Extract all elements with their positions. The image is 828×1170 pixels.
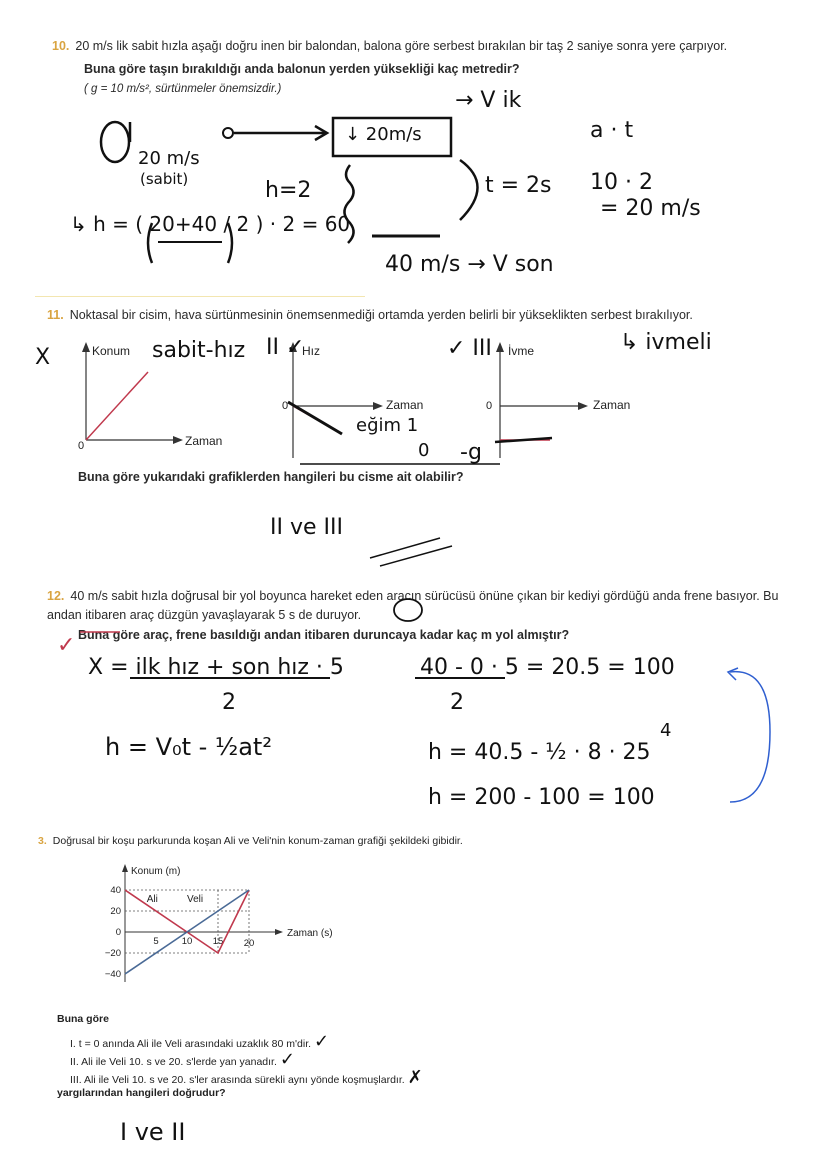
graph1-x-label: Zaman — [185, 434, 223, 448]
q11-hw-egim: eğim 1 — [356, 415, 419, 436]
graph1-y-label: Konum — [92, 344, 131, 358]
q3-y-tick: 0 — [115, 927, 121, 938]
q3-y-tick: −20 — [104, 948, 121, 959]
q10-hw-t2s: t = 2s — [485, 173, 552, 198]
q3-item-2: II. Ali ile Veli 10. s ve 20. s'lerde yan yanadır. ✓ — [70, 1049, 295, 1070]
q3-chart — [95, 855, 335, 1005]
q3-x-tick: 5 — [153, 936, 159, 947]
q10-number: 10. — [52, 39, 70, 53]
graph2-x-label: Zaman — [386, 398, 424, 412]
q10-text: 10. 20 m/s lik sabit hızla aşağı doğru inen bir balondan, balona göre serbest bırakılan bir taş 2 saniye sonra yere çarpıyor. — [52, 39, 728, 53]
q11-question: Buna göre yukarıdaki grafiklerden hangileri bu cisme ait olabilir? — [78, 470, 464, 484]
q3-y-tick: 40 — [110, 885, 121, 896]
q11-hw-minus-g: -g — [460, 440, 482, 465]
q12-question: Buna göre araç, frene basıldığı andan itibaren duruncaya kadar kaç m yol almıştır? — [78, 628, 570, 642]
q12-hw-check: ✓ — [57, 633, 76, 658]
q12-text: 12. 40 m/s sabit hızla doğrusal bir yol boyunca hareket eden aracın sürücüsü önüne çıkan bir kediyi gördüğü anda frene basıyor. Bu andan itibaren araç düzgün yavaşlayarak 5 s de duruyor. — [47, 589, 779, 622]
q12-hw-line2b: h = 40.5 - ½ · 8 · 25 — [428, 740, 651, 765]
q3-item-1: I. t = 0 anında Ali ile Veli arasındaki uzaklık 80 m'dir. ✓ — [70, 1031, 330, 1052]
graph3-y-label: İvme — [508, 344, 535, 358]
q10-hw-at: a · t — [590, 118, 634, 143]
q3-hw-answer: I ve II — [120, 1118, 186, 1146]
q3-x-tick: 10 — [181, 936, 193, 947]
q3-x-label: Zaman (s) — [287, 928, 333, 939]
q3-x-tick: 15 — [212, 936, 224, 947]
q12-hw-line2a: h = V₀t - ½at² — [105, 733, 272, 761]
q12-hw-line2c: 4 — [660, 720, 672, 741]
q10-hw-balloon-note: (sabit) — [140, 170, 189, 188]
q10-hw-speed-box: ↓ 20m/s — [345, 124, 422, 145]
q10-hw-calc1: 10 · 2 — [590, 170, 653, 195]
graph3-x-label: Zaman — [593, 398, 631, 412]
q10-hw-h2: h=2 — [265, 178, 312, 203]
q11-number: 11. — [47, 308, 64, 322]
q10-hw-balloon-speed: 20 m/s — [138, 148, 200, 169]
graph2-origin: 0 — [282, 400, 289, 412]
q10-question: Buna göre taşın bırakıldığı anda balonun yerden yüksekliği kaç metredir? — [84, 62, 520, 76]
q11-hw-zero: 0 — [418, 440, 430, 461]
q11-hw-strokes — [360, 530, 460, 570]
separator — [35, 296, 365, 297]
graph3-origin: 0 — [486, 400, 493, 412]
q12-hw-line1b: 2 — [222, 690, 236, 715]
q10-hw-formula: ↳ h = ( 20+40 / 2 ) · 2 = 60 — [70, 212, 351, 236]
q3-item-2-mark: ✓ — [279, 1049, 295, 1070]
graph1-origin: 0 — [78, 440, 85, 452]
q11-hw-ivmeli: ↳ ivmeli — [620, 330, 712, 355]
q3-y-label: Konum (m) — [131, 866, 181, 877]
q11-hw-mark1: X — [35, 345, 51, 370]
q11-text: 11. Noktasal bir cisim, hava sürtünmesinin önemsenmediği ortamda yerden belirli bir yükseklikten serbest bırakılıyor. — [47, 308, 693, 322]
q3-legend-ali: Ali — [146, 894, 158, 905]
q12-hw-line3: h = 200 - 100 = 100 — [428, 785, 655, 810]
q12-hw-line1c: 40 - 0 · 5 = 20.5 = 100 — [420, 655, 675, 680]
q10-sketch — [0, 0, 828, 290]
q12-hw-line1a: X = ilk hız + son hız · 5 — [88, 655, 344, 680]
q3-text: 3. Doğrusal bir koşu parkurunda koşan Ali ve Veli'nin konum-zaman grafiği şekildeki gibidir. — [38, 835, 463, 847]
q12-number: 12. — [47, 589, 65, 603]
q11-hw-mark2: II ✓ — [266, 335, 305, 360]
q10-given: ( g = 10 m/s², sürtünmeler önemsizdir.) — [84, 83, 282, 95]
q11-hw-mark3: ✓ III — [447, 336, 492, 361]
q11-hw-answer: II ve III — [270, 515, 343, 540]
q3-item-3: III. Ali ile Veli 10. s ve 20. s'ler arasında sürekli aynı yönde koşmuşlardır. ✗ — [70, 1067, 423, 1088]
q3-item-3-mark: ✗ — [407, 1067, 423, 1088]
q10-hw-final-speed: 40 m/s → V son — [385, 252, 554, 277]
q10-hw-calc2: = 20 m/s — [600, 196, 701, 221]
graph2-y-label: Hız — [302, 344, 320, 358]
q10-hw-vik: → V ik — [455, 88, 522, 113]
q3-x-tick: 20 — [243, 938, 255, 949]
q3-item-1-mark: ✓ — [313, 1031, 330, 1052]
q12-sketch — [0, 590, 828, 830]
graph1-line — [86, 372, 148, 440]
q3-intro: Buna göre — [57, 1013, 109, 1025]
q12-hw-line1d: 2 — [450, 690, 464, 715]
q3-legend-veli: Veli — [187, 894, 204, 905]
q11-hw-sabit: sabit-hız — [152, 338, 246, 363]
q3-x-arrow — [275, 929, 283, 935]
q3-number: 3. — [38, 835, 47, 847]
q3-y-tick: 20 — [110, 906, 121, 917]
q3-y-arrow — [122, 864, 128, 872]
q3-y-tick: −40 — [104, 969, 121, 980]
q3-question: yargılarından hangileri doğrudur? — [57, 1087, 226, 1099]
